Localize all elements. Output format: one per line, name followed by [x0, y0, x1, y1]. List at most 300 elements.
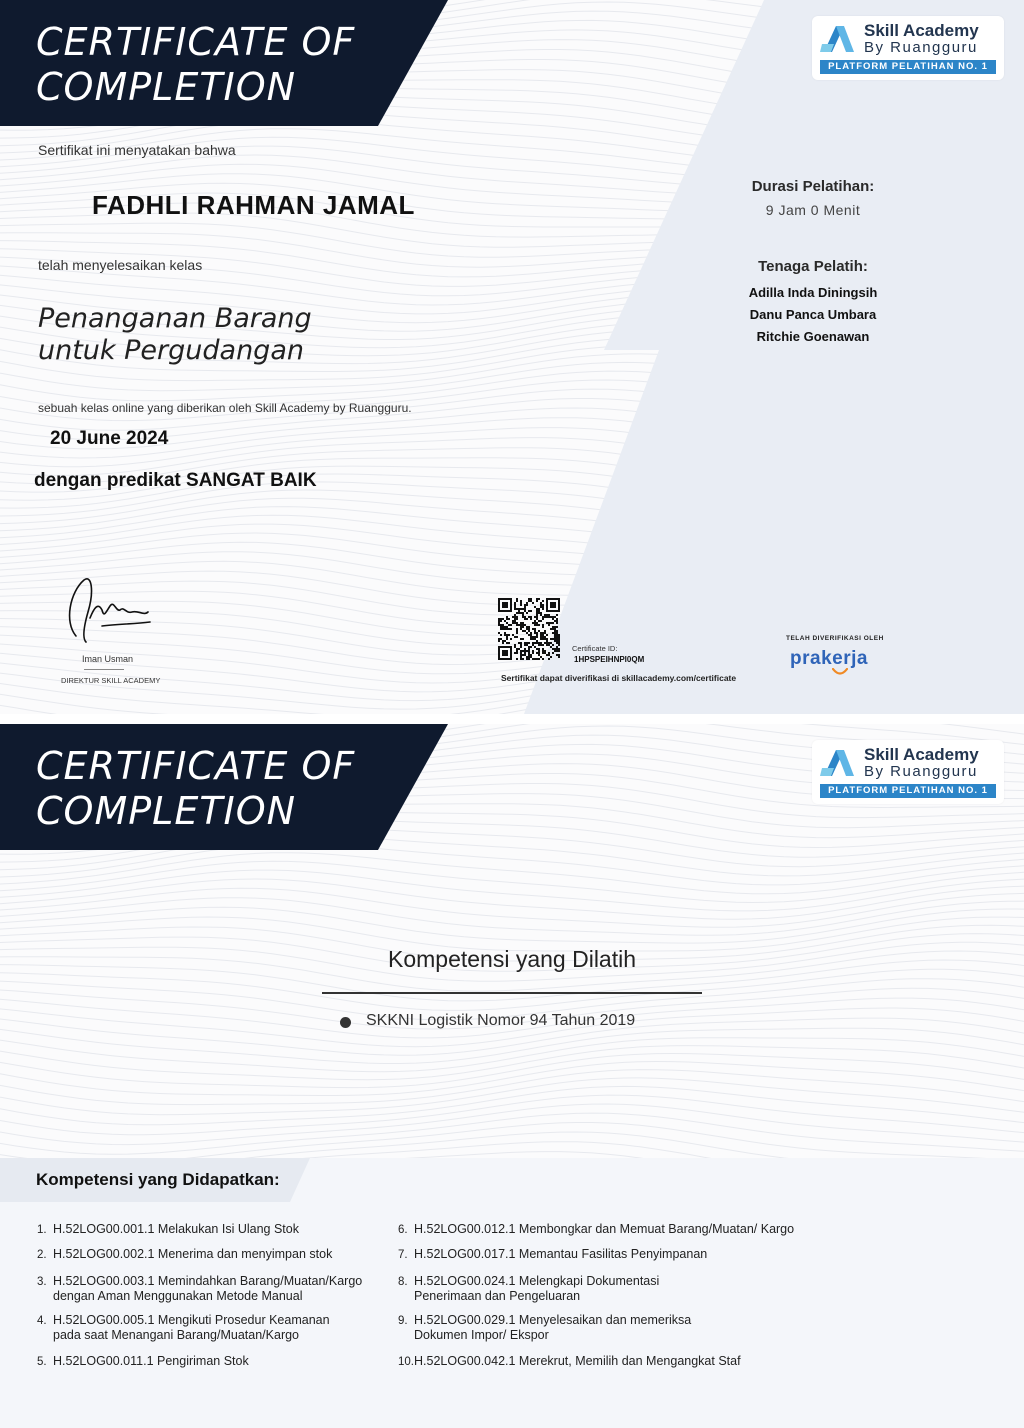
qr-cell [498, 632, 500, 634]
list-text: H.52LOG00.017.1 Memantau Fasilitas Penyimpanan [414, 1247, 708, 1261]
qr-cell [544, 616, 546, 618]
qr-cell [542, 616, 544, 618]
obtained-competency-title: Kompetensi yang Didapatkan: [36, 1170, 280, 1189]
qr-cell [542, 658, 544, 660]
qr-cell [506, 622, 508, 624]
logo-name: Skill Academy [864, 21, 979, 40]
qr-cell [528, 630, 530, 632]
qr-cell [528, 642, 530, 644]
qr-cell [520, 604, 522, 606]
qr-cell [550, 656, 552, 658]
qr-cell [520, 626, 522, 628]
qr-cell [514, 646, 516, 648]
qr-cell [542, 652, 544, 654]
list-text: H.52LOG00.001.1 Melakukan Isi Ulang Stok [53, 1222, 299, 1236]
competency-page [0, 724, 1024, 1428]
qr-cell [524, 650, 526, 652]
qr-cell [518, 608, 520, 610]
qr-cell [558, 634, 560, 636]
course-title: Penanganan Barang untuk Pergudangan [38, 303, 312, 366]
qr-cell [540, 614, 542, 616]
qr-cell [516, 630, 518, 632]
qr-cell [542, 604, 544, 606]
qr-cell [554, 650, 556, 652]
qr-cell [548, 652, 550, 654]
prakerja-smile-icon [832, 668, 848, 676]
signer-title: DIREKTUR SKILL ACADEMY [61, 676, 161, 685]
qr-cell [514, 652, 516, 654]
qr-cell [544, 652, 546, 654]
qr-cell [546, 640, 548, 642]
qr-cell [508, 618, 510, 620]
qr-cell [514, 606, 516, 608]
qr-cell [530, 656, 532, 658]
qr-cell [526, 642, 528, 644]
signature-image [62, 572, 162, 646]
qr-cell [516, 648, 518, 650]
qr-cell [520, 652, 522, 654]
qr-cell [522, 658, 524, 660]
qr-cell [552, 638, 554, 640]
qr-cell [528, 600, 530, 602]
qr-cell [536, 632, 538, 634]
qr-cell [538, 654, 540, 656]
qr-cell [540, 606, 542, 608]
qr-cell [556, 650, 558, 652]
qr-cell [528, 616, 530, 618]
qr-cell [538, 650, 540, 652]
qr-code [498, 598, 560, 660]
list-number: 4. [37, 1315, 47, 1327]
qr-cell [524, 624, 526, 626]
qr-cell [516, 632, 518, 634]
qr-cell [544, 638, 546, 640]
qr-cell [522, 638, 524, 640]
qr-cell [538, 658, 540, 660]
qr-cell [528, 654, 530, 656]
qr-cell [540, 638, 542, 640]
qr-cell [524, 610, 526, 612]
qr-cell [538, 608, 540, 610]
qr-finder-mark [502, 602, 508, 608]
qr-cell [522, 624, 524, 626]
qr-cell [556, 642, 558, 644]
qr-cell [532, 628, 534, 630]
qr-cell [550, 642, 552, 644]
qr-cell [530, 636, 532, 638]
qr-cell [528, 646, 530, 648]
qr-cell [498, 624, 500, 626]
list-number: 3. [37, 1276, 47, 1288]
qr-cell [532, 644, 534, 646]
qr-cell [554, 616, 556, 618]
qr-cell [500, 624, 502, 626]
qr-cell [520, 644, 522, 646]
qr-cell [506, 634, 508, 636]
qr-cell [528, 652, 530, 654]
wave-line [0, 844, 1024, 885]
qr-cell [498, 622, 500, 624]
qr-cell [556, 618, 558, 620]
qr-cell [556, 632, 558, 634]
qr-cell [556, 646, 558, 648]
list-number: 2. [37, 1249, 47, 1261]
qr-cell [530, 610, 532, 612]
qr-cell [498, 640, 500, 642]
qr-cell [506, 626, 508, 628]
qr-cell [530, 632, 532, 634]
qr-cell [542, 644, 544, 646]
qr-cell [518, 612, 520, 614]
qr-cell [548, 614, 550, 616]
qr-cell [548, 644, 550, 646]
qr-cell [540, 644, 542, 646]
qr-cell [536, 612, 538, 614]
qr-cell [530, 638, 532, 640]
qr-cell [520, 642, 522, 644]
qr-cell [536, 610, 538, 612]
qr-cell [520, 656, 522, 658]
qr-cell [546, 616, 548, 618]
qr-cell [554, 632, 556, 634]
qr-cell [526, 644, 528, 646]
qr-cell [558, 656, 560, 658]
wave-line [0, 1046, 1024, 1080]
qr-cell [548, 642, 550, 644]
bullet-icon [340, 1017, 351, 1028]
qr-cell [524, 648, 526, 650]
trainers-heading: Tenaga Pelatih: [758, 258, 868, 275]
qr-cell [556, 634, 558, 636]
list-text: H.52LOG00.029.1 Menyelesaikan dan memeriksa Dokumen Impor/ Ekspor [414, 1313, 692, 1342]
qr-cell [534, 646, 536, 648]
qr-cell [528, 648, 530, 650]
qr-cell [514, 620, 516, 622]
verified-by-label: TELAH DIVERIFIKASI OLEH [786, 635, 884, 642]
qr-cell [528, 598, 530, 600]
qr-cell [536, 658, 538, 660]
qr-cell [516, 612, 518, 614]
list-number: 7. [398, 1249, 408, 1261]
qr-cell [524, 652, 526, 654]
qr-cell [542, 608, 544, 610]
qr-cell [554, 634, 556, 636]
qr-cell [536, 640, 538, 642]
qr-cell [544, 650, 546, 652]
qr-cell [534, 632, 536, 634]
qr-cell [508, 634, 510, 636]
qr-cell [516, 624, 518, 626]
qr-cell [556, 636, 558, 638]
list-text: H.52LOG00.003.1 Memindahkan Barang/Muatan/Kargo dengan Aman Menggunakan Metode Manual [53, 1274, 363, 1303]
skill-academy-logo-icon [820, 24, 856, 54]
list-text: H.52LOG00.042.1 Merekrut, Memilih dan Mengangkat Staf [414, 1354, 741, 1368]
qr-cell [556, 630, 558, 632]
qr-cell [528, 658, 530, 660]
qr-cell [538, 598, 540, 600]
list-number: 9. [398, 1315, 408, 1327]
qr-cell [554, 628, 556, 630]
qr-cell [554, 638, 556, 640]
qr-cell [514, 602, 516, 604]
qr-cell [558, 654, 560, 656]
qr-cell [558, 640, 560, 642]
qr-cell [524, 604, 526, 606]
qr-cell [516, 636, 518, 638]
qr-cell [546, 638, 548, 640]
wave-line [0, 1070, 1024, 1105]
qr-cell [536, 624, 538, 626]
qr-cell [534, 628, 536, 630]
qr-cell [546, 614, 548, 616]
qr-cell [552, 622, 554, 624]
qr-cell [512, 634, 514, 636]
qr-cell [522, 622, 524, 624]
qr-cell [530, 634, 532, 636]
qr-cell [538, 648, 540, 650]
qr-cell [528, 610, 530, 612]
list-number: 6. [398, 1224, 408, 1236]
qr-cell [524, 644, 526, 646]
logo-tagline: PLATFORM PELATIHAN NO. 1 [820, 784, 996, 798]
qr-cell [504, 628, 506, 630]
qr-cell [552, 644, 554, 646]
qr-cell [510, 628, 512, 630]
qr-cell [508, 624, 510, 626]
qr-cell [554, 620, 556, 622]
qr-cell [552, 648, 554, 650]
qr-cell [548, 616, 550, 618]
title-underline [322, 992, 702, 994]
qr-cell [516, 618, 518, 620]
qr-cell [512, 616, 514, 618]
qr-cell [538, 612, 540, 614]
qr-cell [520, 658, 522, 660]
qr-cell [548, 658, 550, 660]
qr-cell [526, 604, 528, 606]
qr-cell [536, 598, 538, 600]
certificate-id: 1HPSPEIHNPI0QM [574, 655, 645, 664]
qr-cell [500, 634, 502, 636]
qr-cell [516, 658, 518, 660]
qr-cell [532, 636, 534, 638]
list-text: H.52LOG00.012.1 Membongkar dan Memuat Barang/Muatan/ Kargo [414, 1222, 795, 1236]
qr-cell [502, 628, 504, 630]
list-text: H.52LOG00.005.1 Mengikuti Prosedur Keamanan pada saat Menangani Barang/Muatan/Kargo [53, 1313, 330, 1342]
qr-cell [540, 642, 542, 644]
qr-cell [518, 642, 520, 644]
qr-cell [526, 602, 528, 604]
qr-cell [514, 616, 516, 618]
qr-cell [518, 624, 520, 626]
qr-cell [542, 634, 544, 636]
qr-cell [526, 626, 528, 628]
qr-finder-mark [502, 650, 508, 656]
qr-cell [554, 636, 556, 638]
qr-cell [520, 600, 522, 602]
qr-cell [556, 614, 558, 616]
qr-cell [550, 616, 552, 618]
qr-cell [516, 608, 518, 610]
qr-cell [552, 618, 554, 620]
qr-cell [534, 624, 536, 626]
qr-cell [524, 630, 526, 632]
qr-cell [558, 636, 560, 638]
qr-cell [556, 626, 558, 628]
qr-cell [526, 612, 528, 614]
qr-cell [532, 642, 534, 644]
qr-cell [538, 630, 540, 632]
qr-cell [558, 650, 560, 652]
qr-cell [546, 622, 548, 624]
qr-cell [558, 644, 560, 646]
qr-cell [526, 618, 528, 620]
qr-cell [518, 648, 520, 650]
qr-cell [506, 628, 508, 630]
qr-cell [536, 616, 538, 618]
qr-cell [552, 616, 554, 618]
recipient-name: FADHLI RAHMAN JAMAL [92, 190, 415, 220]
qr-cell [520, 612, 522, 614]
qr-cell [522, 654, 524, 656]
qr-cell [524, 606, 526, 608]
qr-cell [538, 644, 540, 646]
qr-cell [534, 636, 536, 638]
qr-cell [516, 600, 518, 602]
list-number: 10. [398, 1356, 414, 1368]
certificate-title: CERTIFICATE OF COMPLETION [36, 744, 356, 833]
qr-cell [528, 650, 530, 652]
qr-cell [504, 620, 506, 622]
qr-cell [528, 656, 530, 658]
qr-cell [546, 654, 548, 656]
qr-cell [534, 642, 536, 644]
qr-cell [538, 652, 540, 654]
qr-cell [542, 636, 544, 638]
qr-cell [534, 616, 536, 618]
qr-cell [534, 658, 536, 660]
wave-line [0, 861, 1024, 902]
skill-academy-logo [812, 740, 1004, 804]
qr-cell [542, 638, 544, 640]
qr-cell [554, 630, 556, 632]
qr-cell [540, 636, 542, 638]
qr-cell [502, 618, 504, 620]
qr-cell [532, 650, 534, 652]
qr-cell [550, 638, 552, 640]
duration-heading: Durasi Pelatihan: [751, 178, 875, 195]
qr-cell [536, 636, 538, 638]
qr-cell [518, 610, 520, 612]
qr-cell [526, 658, 528, 660]
wave-line [0, 1038, 1024, 1072]
qr-cell [512, 620, 514, 622]
qr-cell [536, 642, 538, 644]
qr-cell [510, 624, 512, 626]
list-number: 1. [37, 1224, 47, 1236]
skill-academy-logo [812, 16, 1004, 80]
qr-cell [514, 622, 516, 624]
skill-academy-logo-icon [820, 748, 856, 778]
qr-cell [504, 640, 506, 642]
qr-cell [532, 652, 534, 654]
qr-cell [542, 650, 544, 652]
list-text: H.52LOG00.011.1 Pengiriman Stok [53, 1354, 249, 1368]
qr-cell [552, 632, 554, 634]
qr-cell [546, 634, 548, 636]
qr-cell [520, 602, 522, 604]
qr-cell [540, 612, 542, 614]
qr-cell [500, 638, 502, 640]
qr-cell [536, 614, 538, 616]
qr-cell [520, 622, 522, 624]
qr-cell [524, 616, 526, 618]
qr-cell [542, 648, 544, 650]
qr-cell [530, 598, 532, 600]
qr-cell [524, 608, 526, 610]
qr-cell [520, 624, 522, 626]
qr-cell [536, 608, 538, 610]
qr-cell [540, 632, 542, 634]
qr-cell [502, 626, 504, 628]
qr-cell [548, 624, 550, 626]
qr-cell [556, 640, 558, 642]
qr-cell [512, 622, 514, 624]
qr-cell [506, 636, 508, 638]
qr-cell [514, 614, 516, 616]
provider-text: sebuah kelas online yang diberikan oleh Skill Academy by Ruangguru. [38, 401, 412, 415]
qr-cell [536, 634, 538, 636]
qr-cell [526, 650, 528, 652]
qr-cell [534, 606, 536, 608]
qr-cell [530, 654, 532, 656]
logo-tagline: PLATFORM PELATIHAN NO. 1 [820, 60, 996, 74]
list-text: H.52LOG00.002.1 Menerima dan menyimpan stok [53, 1247, 333, 1261]
qr-cell [498, 620, 500, 622]
qr-cell [538, 610, 540, 612]
qr-cell [522, 650, 524, 652]
qr-cell [522, 626, 524, 628]
qr-cell [526, 656, 528, 658]
qr-cell [520, 650, 522, 652]
duration-value: 9 Jam 0 Menit [765, 202, 861, 218]
qr-cell [508, 642, 510, 644]
qr-cell [534, 622, 536, 624]
qr-finder-mark [550, 602, 556, 608]
qr-cell [552, 628, 554, 630]
qr-cell [548, 622, 550, 624]
qr-cell [536, 652, 538, 654]
list-number: 8. [398, 1276, 408, 1288]
qr-cell [528, 626, 530, 628]
qr-cell [538, 620, 540, 622]
qr-cell [516, 628, 518, 630]
qr-cell [514, 618, 516, 620]
qr-cell [520, 638, 522, 640]
qr-cell [558, 648, 560, 650]
qr-cell [550, 646, 552, 648]
qr-cell [522, 612, 524, 614]
qr-cell [542, 600, 544, 602]
qr-cell [508, 628, 510, 630]
qr-cell [528, 634, 530, 636]
qr-cell [500, 618, 502, 620]
logo-name: Skill Academy [864, 745, 979, 764]
qr-cell [504, 626, 506, 628]
qr-cell [516, 650, 518, 652]
qr-cell [520, 608, 522, 610]
qr-cell [514, 644, 516, 646]
